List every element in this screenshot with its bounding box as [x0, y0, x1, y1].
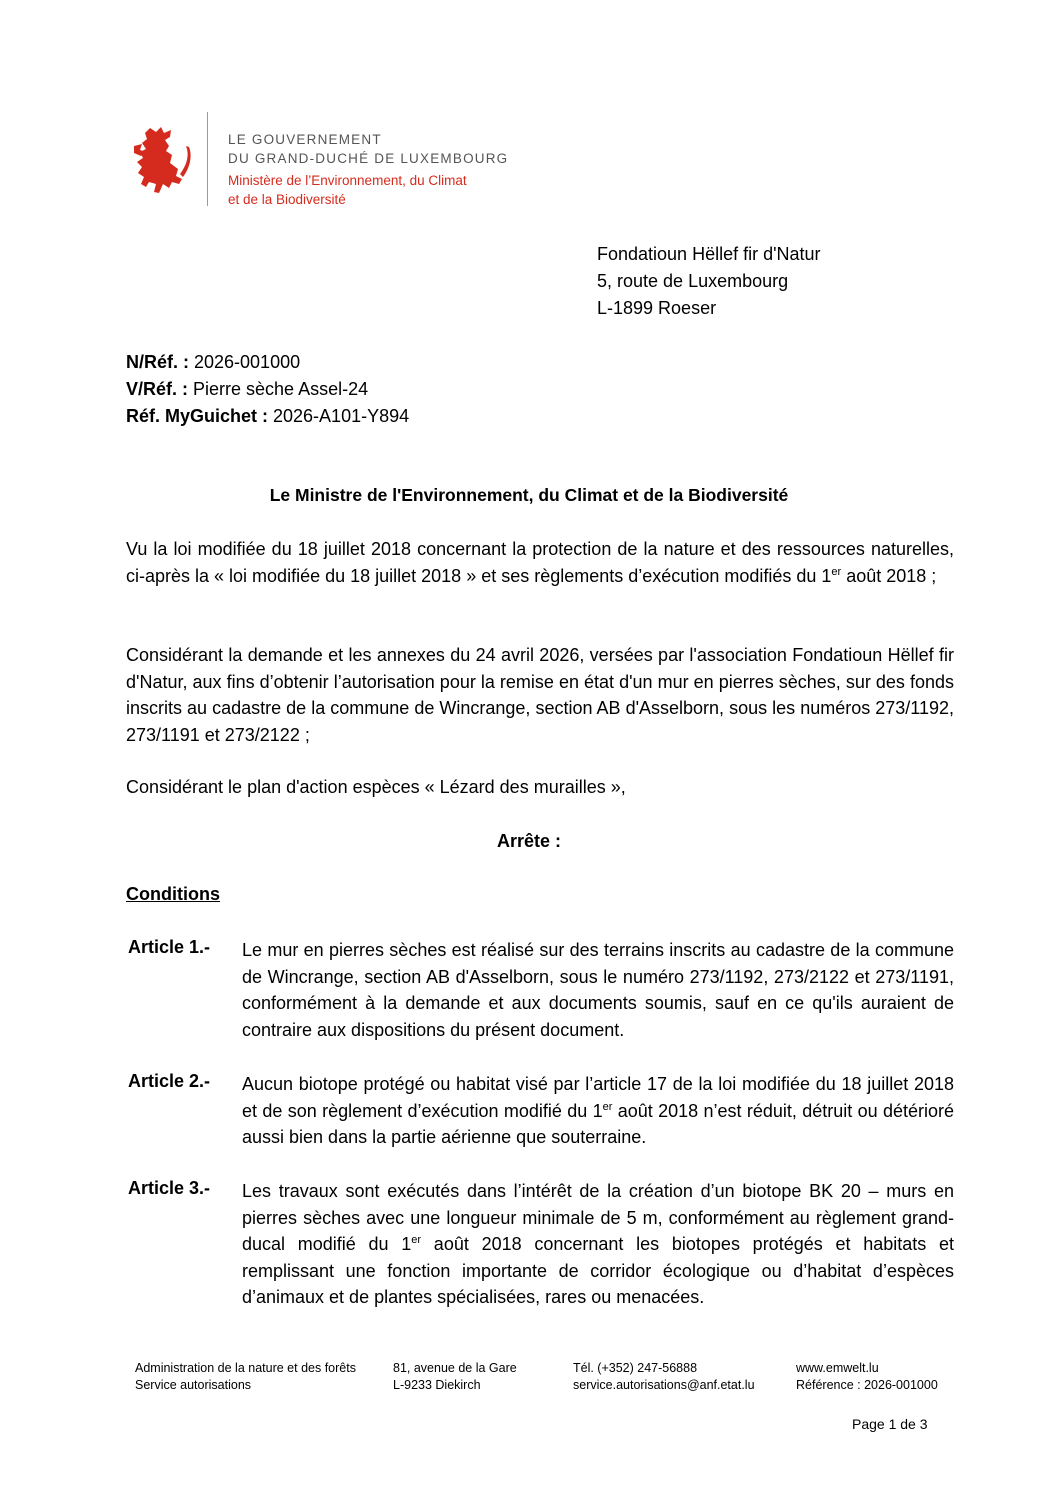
footer-street: 81, avenue de la Gare [393, 1361, 517, 1375]
article-3-superscript: er [411, 1234, 422, 1246]
article-3-text [242, 1178, 954, 1311]
myguichet-reference [126, 403, 409, 430]
our-reference [126, 349, 300, 376]
article-3-text-end: août 2018 concernant les biotopes protégés et habitats et remplissant une fonction importante de corridor écologique ou d’habitat d’espèces d’animaux et de plantes spécialisées, rares ou menacées. [242, 1234, 954, 1307]
article-3-text-start: Les travaux sont exécutés dans l’intérêt de la création d’un biotope BK 20 – murs en pierres sèches avec une longueur minimale de 5 m, conformément au règlement grand-ducal modifié du 1 [242, 1181, 954, 1254]
footer-administration [135, 1360, 356, 1394]
recipient-name: Fondatioun Hëllef fir d'Natur [597, 244, 821, 264]
document-title: Le Ministre de l'Environnement, du Climat et de la Biodiversité [269, 485, 789, 505]
myguichet-reference-label: Réf. MyGuichet : [126, 406, 269, 426]
conditions-heading [126, 884, 220, 905]
myguichet-reference-value: 2026-A101-Y894 [268, 406, 410, 426]
article-1-label: Article 1.- [128, 937, 211, 957]
article-2-superscript: er [602, 1100, 613, 1113]
footer-web [796, 1360, 938, 1394]
conditions-heading-text: Conditions [126, 884, 220, 904]
our-reference-label: N/Réf. : [126, 352, 189, 372]
our-reference-value: 2026-001000 [189, 352, 301, 372]
paragraph-1-text: Vu la loi modifiée du 18 juillet 2018 concernant la protection de la nature et des ressources naturelles, ci-après la « loi modifiée du 18 juillet 2018 » et ses règlements d’exécution modifiés du 1 [126, 539, 954, 586]
article-1-text: Le mur en pierres sèches est réalisé sur des terrains inscrits au cadastre de la commune de Wincrange, section AB d'Asselborn, sous le numéro 273/1192, 273/2122 et 273/1191, conformément à la demande et aux documents soumis, sauf en ce qu'ils auraient de contraire aux dispositions du présent document. [242, 940, 954, 1040]
paragraph-considerant-demande: Considérant la demande et les annexes du 24 avril 2026, versées par l'association Fondatioun Hëllef fir d'Natur, aux fins d’obtenir l’autorisation pour la remise en état d'un mur en pierres sèches, sur des fonds inscrits au cadastre de la commune de Wincrange, section AB d'Asselborn, sous les numéros 273/1192, 273/1191 et 273/2122 ; [126, 645, 954, 745]
footer-phone: Tél. (+352) 247-56888 [573, 1361, 698, 1375]
footer-city: L-9233 Diekirch [393, 1378, 481, 1392]
arrete-heading: Arrête : [496, 831, 562, 851]
article-2-text [242, 1071, 954, 1151]
page-number: Page 1 de 3 [852, 1416, 928, 1432]
lion-logo-icon [132, 122, 192, 196]
footer-email[interactable]: service.autorisations@anf.etat.lu [573, 1378, 755, 1392]
footer-website-link[interactable]: www.emwelt.lu [796, 1361, 879, 1375]
paragraph-considerant-plan: Considérant le plan d'action espèces « Lézard des murailles », [126, 777, 626, 797]
paragraph-vu-la-loi [126, 536, 954, 589]
footer-administration-name: Administration de la nature et des forêts [135, 1361, 356, 1375]
article-2-text-end: août 2018 n’est réduit, détruit ou détérioré aussi bien dans la partie aérienne que souterraine. [242, 1100, 954, 1147]
paragraph-1-superscript: er [831, 565, 842, 578]
footer-contact [573, 1360, 755, 1394]
logo-divider [207, 112, 208, 206]
article-2-text-start: Aucun biotope protégé ou habitat visé par l’article 17 de la loi modifiée du 18 juillet 2018 et de son règlement d’exécution modifié du 1 [242, 1074, 954, 1121]
footer-reference: Référence : 2026-001000 [796, 1378, 938, 1392]
article-3-label: Article 3.- [128, 1178, 211, 1198]
recipient-city: L-1899 Roeser [597, 298, 717, 318]
your-reference [126, 376, 368, 403]
ministry-name-line2: et de la Biodiversité [228, 192, 346, 207]
article-2-label: Article 2.- [128, 1071, 211, 1091]
government-name-line1: LE GOUVERNEMENT [228, 132, 382, 147]
your-reference-value: Pierre sèche Assel-24 [188, 379, 369, 399]
footer-service-name: Service autorisations [135, 1378, 252, 1392]
paragraph-1-text-end: août 2018 ; [841, 565, 937, 586]
government-name-line2: DU GRAND-DUCHÉ DE LUXEMBOURG [228, 151, 509, 166]
recipient-street: 5, route de Luxembourg [597, 271, 789, 291]
footer-address [393, 1360, 517, 1394]
ministry-name-line1: Ministère de l’Environnement, du Climat [228, 173, 467, 188]
your-reference-label: V/Réf. : [126, 379, 189, 399]
